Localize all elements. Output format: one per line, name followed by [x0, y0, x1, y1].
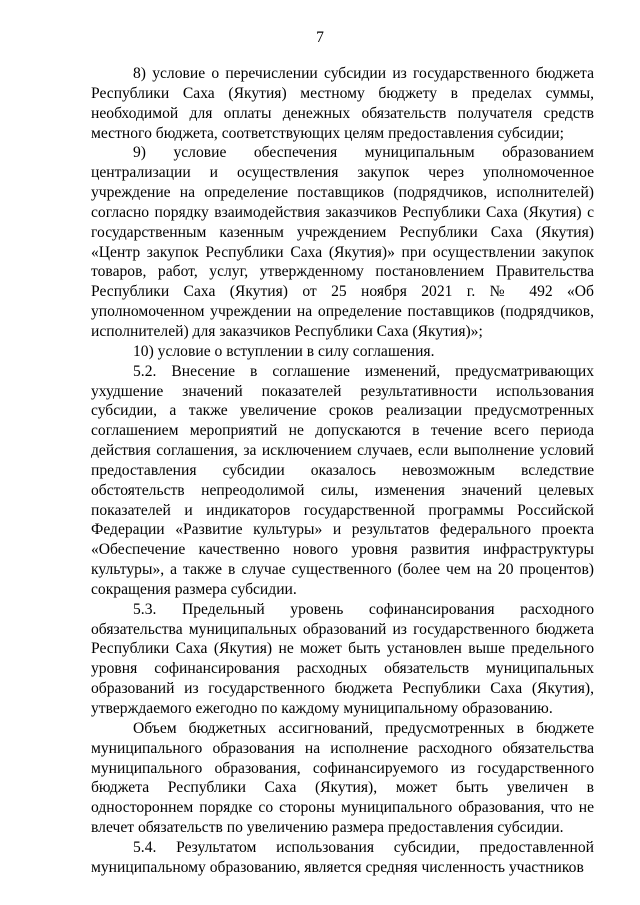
paragraph-5-2: 5.2. Внесение в соглашение изменений, предусматривающих ухудшение значений показателей результативности использования субсидии, а также увеличение сроков реализации предусмотренных соглашением мероприятий не допускаются в течение всего периода действия соглашения, за исключением случаев, если выполнение условий предоставления субсидии оказалось невозможным вследствие обстоятельств непреодолимой силы, изменения значений целевых показателей и индикаторов государственной программы Российской Федерации «Развитие культуры» и результатов федерального проекта «Обеспечение качественно нового уровня развития инфраструктуры культуры», а также в случае существенного (более чем на 20 процентов) сокращения размера субсидии.: [91, 362, 594, 598]
paragraph-item-9: 9) условие обеспечения муниципальным образованием централизации и осуществления закупок через уполномоченное учреждение на определение поставщиков (подрядчиков, исполнителей) согласно порядку взаимодействия заказчиков Республики Саха (Якутия) с государственным казенным учреждением Республики Саха (Якутия) «Центр закупок Республики Саха (Якутия)» при осуществлении закупок товаров, работ, услуг, утвержденному постановлением Правительства Республики Саха (Якутия) от 25 ноября 2021 г. № 492 «Об уполномоченном учреждении на определение поставщиков (подрядчиков, исполнителей) для заказчиков Республики Саха (Якутия)»;: [91, 144, 594, 340]
paragraph-item-8: 8) условие о перечислении субсидии из государственного бюджета Республики Саха (Якутия) местному бюджету в пределах суммы, необходимой для оплаты денежных обязательств получателя средств местного бюджета, соответствующих целям предоставления субсидии;: [91, 65, 594, 142]
paragraph-5-3: 5.3. Предельный уровень софинансирования расходного обязательства муниципальных образований из государственного бюджета Республики Саха (Якутия) не может быть установлен выше предельного уровня софинансирования расходных обязательств муниципальных образований из государственного бюджета Республики Саха (Якутия), утверждаемого ежегодно по каждому муниципальному образованию.: [91, 600, 594, 717]
paragraph-item-10: 10) условие о вступлении в силу соглашения.: [133, 342, 435, 360]
paragraph-5-4: 5.4. Результатом использования субсидии, предоставленной муниципальному образованию, является средняя численность участников: [91, 838, 594, 876]
paragraph-budget-volume: Объем бюджетных ассигнований, предусмотренных в бюджете муниципального образования на исполнение расходного обязательства муниципального образования, софинансируемого из государственного бюджета Республики Саха (Якутия), может быть увеличен в одностороннем порядке со стороны муниципального образования, что не влечет обязательств по увеличению размера предоставления субсидии.: [91, 719, 594, 837]
document-body: [91, 64, 594, 878]
page-number: 7: [316, 29, 324, 46]
